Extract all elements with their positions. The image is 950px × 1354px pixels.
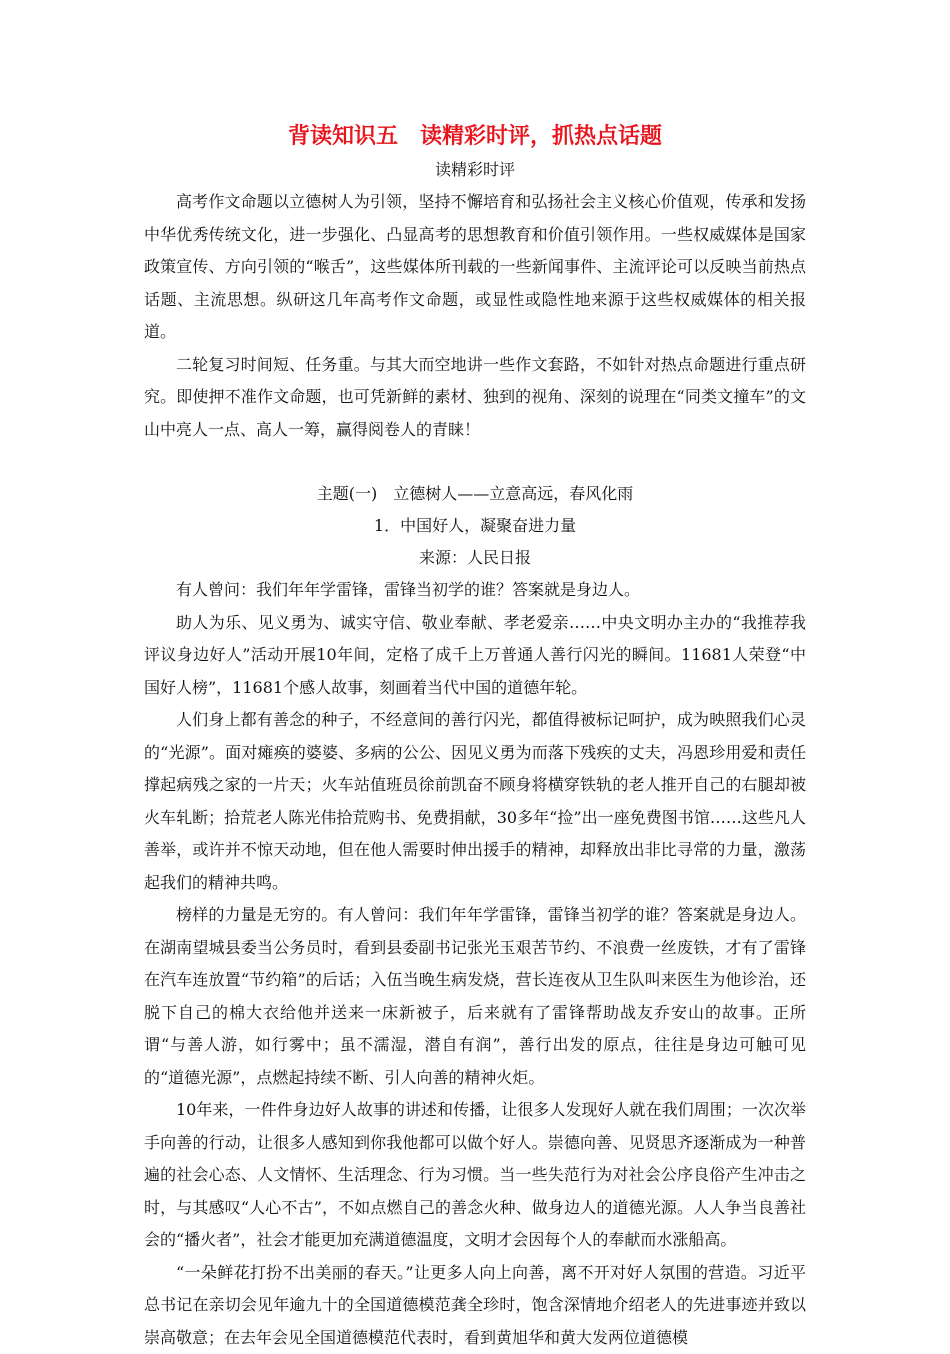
article-source: 来源：人民日报 <box>144 542 806 574</box>
document-body <box>144 118 806 1354</box>
body-paragraph: 有人曾问：我们年年学雷锋，雷锋当初学的谁？答案就是身边人。 <box>144 574 806 607</box>
intro-paragraph: 高考作文命题以立德树人为引领，坚持不懈培育和弘扬社会主义核心价值观，传承和发扬中华优秀传统文化，进一步强化、凸显高考的思想教育和价值引领作用。一些权威媒体是国家政策宣传、方向引领的“喉舌”，这些媒体所刊载的一些新闻事件、主流评论可以反映当前热点话题、主流思想。纵研这几年高考作文命题，或显性或隐性地来源于这些权威媒体的相关报道。 <box>144 186 806 349</box>
article-title: 1．中国好人，凝聚奋进力量 <box>144 510 806 542</box>
page-title: 背读知识五 读精彩时评，抓热点话题 <box>144 118 806 154</box>
body-paragraph: 10年来，一件件身边好人故事的讲述和传播，让很多人发现好人就在我们周围；一次次举手向善的行动，让很多人感知到你我他都可以做个好人。崇德向善、见贤思齐逐渐成为一种普遍的社会心态、人文情怀、生活理念、行为习惯。当一些失范行为对社会公序良俗产生冲击之时，与其感叹“人心不古”，不如点燃自己的善念火种、做身边人的道德光源。人人争当良善社会的“播火者”，社会才能更加充满道德温度，文明才会因每个人的奉献而水涨船高。 <box>144 1094 806 1257</box>
body-paragraph: 助人为乐、见义勇为、诚实守信、敬业奉献、孝老爱亲……中央文明办主办的“我推荐我评议身边好人”活动开展10年间，定格了成千上万普通人善行闪光的瞬间。11681人荣登“中国好人榜”，11681个感人故事，刻画着当代中国的道德年轮。 <box>144 607 806 705</box>
body-paragraph: “一朵鲜花打扮不出美丽的春天。”让更多人向上向善，离不开对好人氛围的营造。习近平总书记在亲切会见年逾九十的全国道德模范龚全珍时，饱含深情地介绍老人的先进事迹并致以崇高敬意；在去年会见全国道德模范代表时，看到黄旭华和黄大发两位道德模 <box>144 1257 806 1354</box>
spacer <box>144 446 806 478</box>
body-paragraph: 榜样的力量是无穷的。有人曾问：我们年年学雷锋，雷锋当初学的谁？答案就是身边人。在湖南望城县委当公务员时，看到县委副书记张光玉艰苦节约、不浪费一丝废铁，才有了雷锋在汽车连放置“节约箱”的后话；入伍当晚生病发烧，营长连夜从卫生队叫来医生为他诊治，还脱下自己的棉大衣给他并送来一床新被子，后来就有了雷锋帮助战友乔安山的故事。正所谓“与善人游，如行雾中；虽不濡湿，潜自有润”，善行出发的原点，往往是身边可触可见的“道德光源”，点燃起持续不断、引人向善的精神火炬。 <box>144 899 806 1094</box>
section-subtitle: 读精彩时评 <box>144 154 806 186</box>
theme-heading: 主题(一) 立德树人——立意高远，春风化雨 <box>144 478 806 510</box>
intro-paragraph: 二轮复习时间短、任务重。与其大而空地讲一些作文套路，不如针对热点命题进行重点研究。即使押不准作文命题，也可凭新鲜的素材、独到的视角、深刻的说理在“同类文撞车”的文山中亮人一点、高人一筹，赢得阅卷人的青睐！ <box>144 349 806 447</box>
body-paragraph: 人们身上都有善念的种子，不经意间的善行闪光，都值得被标记呵护，成为映照我们心灵的“光源”。面对瘫痪的婆婆、多病的公公、因见义勇为而落下残疾的丈夫，冯恩珍用爱和责任撑起病残之家的一片天；火车站值班员徐前凯奋不顾身将横穿铁轨的老人推开自己的右腿却被火车轧断；拾荒老人陈光伟拾荒购书、免费捐献，30多年“捡”出一座免费图书馆……这些凡人善举，或许并不惊天动地，但在他人需要时伸出援手的精神，却释放出非比寻常的力量，激荡起我们的精神共鸣。 <box>144 704 806 899</box>
